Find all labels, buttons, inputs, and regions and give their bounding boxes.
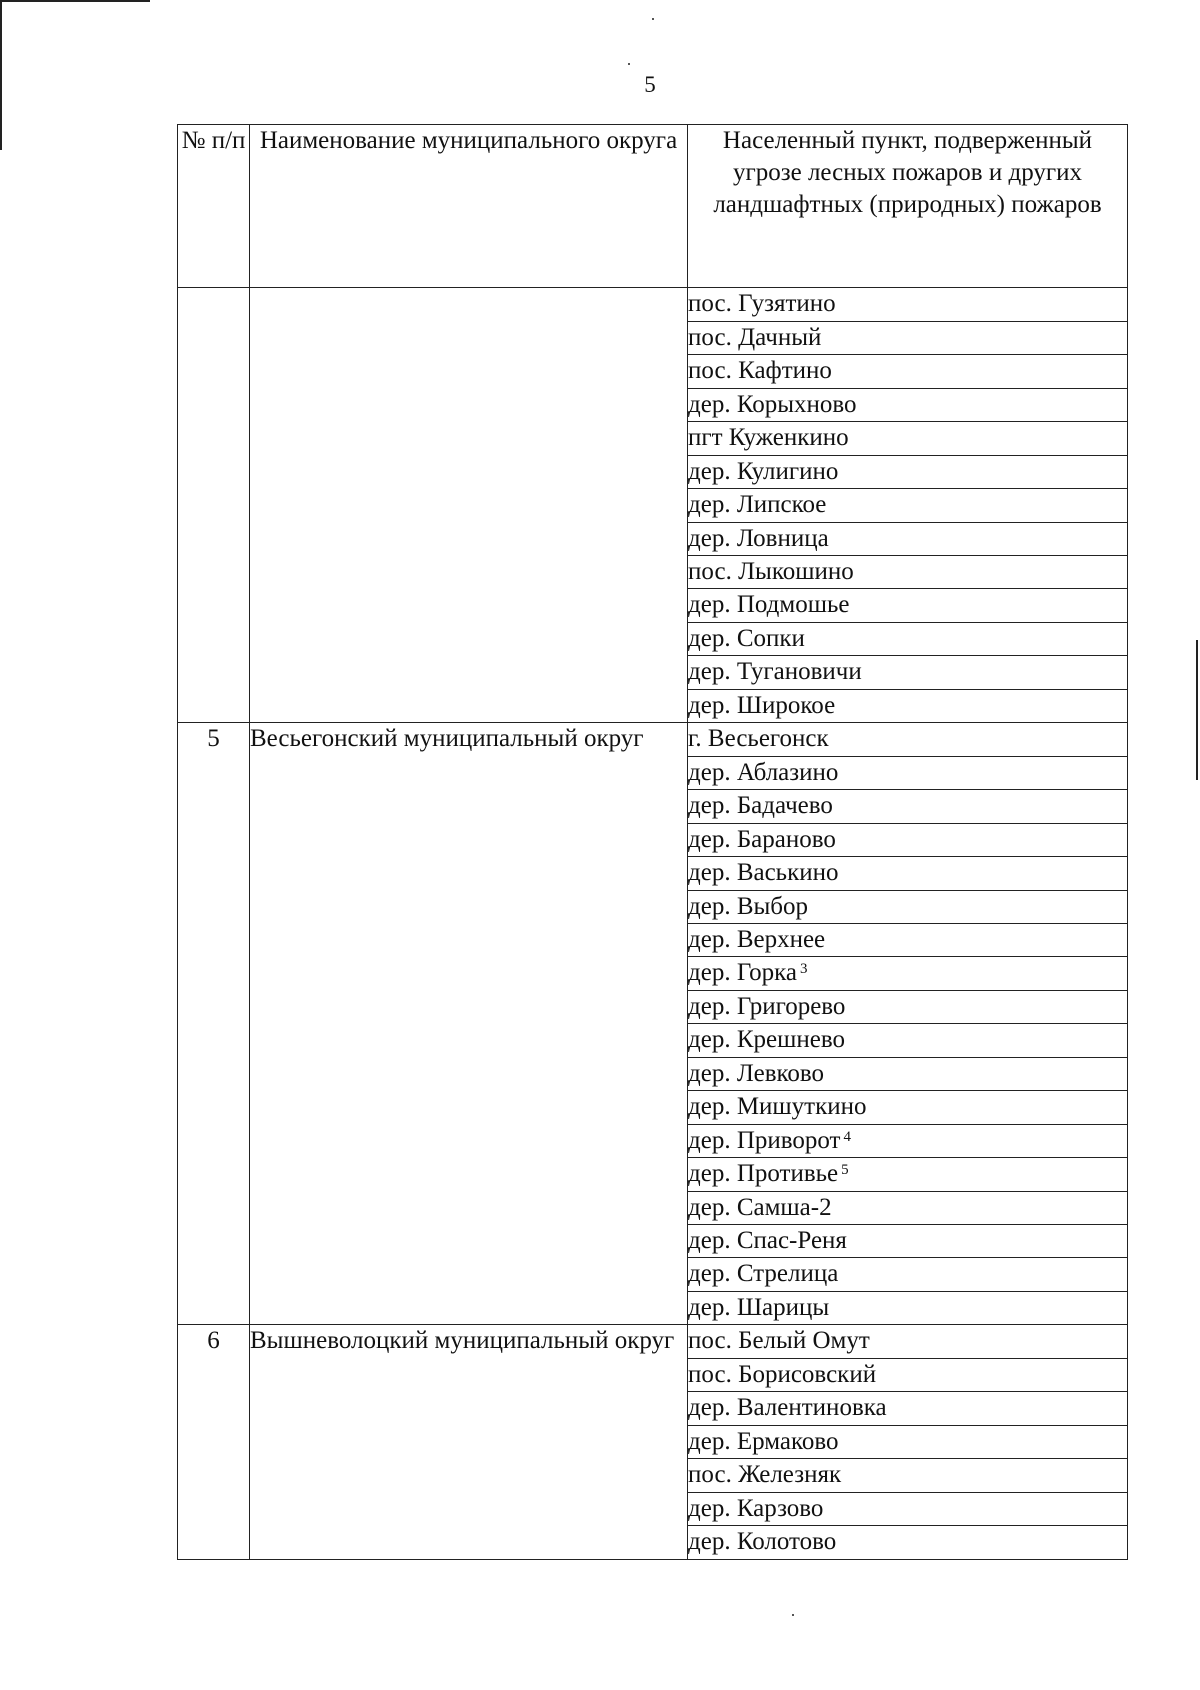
settlement-cell — [688, 890, 1128, 923]
settlement-cell — [688, 622, 1128, 655]
settlement-cell — [688, 1392, 1128, 1425]
settlement-name: дер. Приворот — [688, 1126, 841, 1154]
row-number — [178, 288, 250, 723]
settlement-name: пос. Кафтино — [688, 357, 832, 385]
settlement-cell — [688, 555, 1128, 588]
settlement-name: пгт Куженкино — [688, 424, 849, 452]
settlement-cell — [688, 1124, 1128, 1157]
settlement-name: дер. Бадачево — [688, 792, 833, 820]
settlement-name: дер. Стрелица — [688, 1260, 839, 1288]
settlement-cell — [688, 522, 1128, 555]
settlement-cell — [688, 990, 1128, 1023]
settlement-cell — [688, 723, 1128, 756]
settlement-name: дер. Шарицы — [688, 1293, 830, 1321]
settlement-cell — [688, 1024, 1128, 1057]
district-name: Весьегонский муниципальный округ — [250, 723, 688, 1325]
scan-edge-top — [0, 0, 150, 2]
row-number: 5 — [178, 723, 250, 1325]
settlement-name: г. Весьегонск — [688, 725, 829, 753]
settlement-name: дер. Мишуткино — [688, 1093, 867, 1121]
scan-edge-left — [0, 0, 2, 150]
settlement-name: дер. Липское — [688, 491, 827, 519]
settlement-name: пос. Белый Омут — [688, 1327, 870, 1355]
table-body — [178, 125, 1128, 1560]
settlement-name: пос. Гузятино — [688, 290, 836, 318]
settlement-name: дер. Кулигино — [688, 457, 839, 485]
table-row — [178, 288, 1128, 321]
scan-edge-right — [1196, 640, 1198, 780]
settlement-name: дер. Подмошье — [688, 591, 850, 619]
footnote-mark: 3 — [799, 961, 808, 978]
settlement-name: дер. Крешнево — [688, 1026, 845, 1054]
settlement-name: дер. Бараново — [688, 825, 836, 853]
settlement-name: дер. Противье — [688, 1160, 839, 1188]
settlement-name: дер. Васькино — [688, 859, 839, 887]
settlement-cell — [688, 790, 1128, 823]
settlement-cell — [688, 857, 1128, 890]
settlement-cell — [688, 1258, 1128, 1291]
settlement-name: дер. Самша-2 — [688, 1193, 832, 1221]
settlement-name: дер. Спас-Реня — [688, 1227, 847, 1255]
settlement-name: дер. Карзово — [688, 1494, 824, 1522]
district-name — [250, 288, 688, 723]
settlement-cell — [688, 355, 1128, 388]
settlement-cell — [688, 923, 1128, 956]
settlement-name: дер. Выбор — [688, 892, 809, 920]
settlement-name: дер. Аблазино — [688, 758, 839, 786]
settlement-cell — [688, 1091, 1128, 1124]
settlement-name: дер. Верхнее — [688, 925, 826, 953]
scan-speck — [792, 1614, 794, 1616]
settlement-cell — [688, 823, 1128, 856]
settlement-name: дер. Левково — [688, 1059, 825, 1087]
table-row — [178, 723, 1128, 756]
settlement-cell — [688, 489, 1128, 522]
district-name: Вышневолоцкий муниципальный округ — [250, 1325, 688, 1560]
settlement-cell — [688, 1225, 1128, 1258]
settlement-cell — [688, 1057, 1128, 1090]
settlement-cell — [688, 388, 1128, 421]
settlement-cell — [688, 689, 1128, 722]
settlement-cell — [688, 656, 1128, 689]
footnote-mark: 4 — [843, 1128, 851, 1145]
settlement-cell — [688, 1526, 1128, 1560]
table-header-row — [178, 125, 1128, 288]
settlement-cell — [688, 422, 1128, 455]
settlement-cell — [688, 1492, 1128, 1525]
settlement-name: пос. Борисовский — [688, 1360, 877, 1388]
settlement-name: дер. Ермаково — [688, 1427, 839, 1455]
settlement-cell — [688, 1291, 1128, 1324]
settlement-name: дер. Григорево — [688, 992, 846, 1020]
settlement-name: дер. Колотово — [688, 1528, 837, 1556]
settlement-name: дер. Корыхново — [688, 390, 857, 418]
scan-speck — [628, 63, 630, 65]
settlement-name: пос. Лыкошино — [688, 557, 854, 585]
header-num: № п/п — [178, 125, 250, 288]
settlement-cell — [688, 455, 1128, 488]
settlement-cell — [688, 1191, 1128, 1224]
settlement-name: дер. Ловница — [688, 524, 829, 552]
settlement-name: дер. Тугановичи — [688, 658, 862, 686]
table-row — [178, 1325, 1128, 1358]
settlement-cell — [688, 1158, 1128, 1191]
page-number: 5 — [644, 72, 656, 97]
settlement-name: пос. Железняк — [688, 1461, 842, 1489]
header-district-name: Наименование муниципального округа — [250, 125, 688, 288]
row-number: 6 — [178, 1325, 250, 1560]
settlement-name: пос. Дачный — [688, 323, 822, 351]
settlement-cell — [688, 957, 1128, 990]
settlement-cell — [688, 589, 1128, 622]
settlement-cell — [688, 1425, 1128, 1458]
settlement-name: дер. Сопки — [688, 624, 805, 652]
settlement-name: дер. Валентиновка — [688, 1394, 887, 1422]
scan-speck — [652, 18, 654, 20]
settlement-cell — [688, 1459, 1128, 1492]
settlement-name: дер. Горка — [688, 959, 797, 987]
settlement-cell — [688, 321, 1128, 354]
settlement-cell — [688, 1325, 1128, 1358]
settlement-cell — [688, 1358, 1128, 1391]
settlement-cell — [688, 288, 1128, 321]
settlement-cell — [688, 756, 1128, 789]
footnote-mark: 5 — [841, 1162, 849, 1179]
settlement-name: дер. Широкое — [688, 691, 836, 719]
header-settlement: Населенный пункт, подверженный угрозе лесных пожаров и других ландшафтных (природных) пожаров — [688, 125, 1128, 288]
settlements-table — [177, 124, 1128, 1560]
